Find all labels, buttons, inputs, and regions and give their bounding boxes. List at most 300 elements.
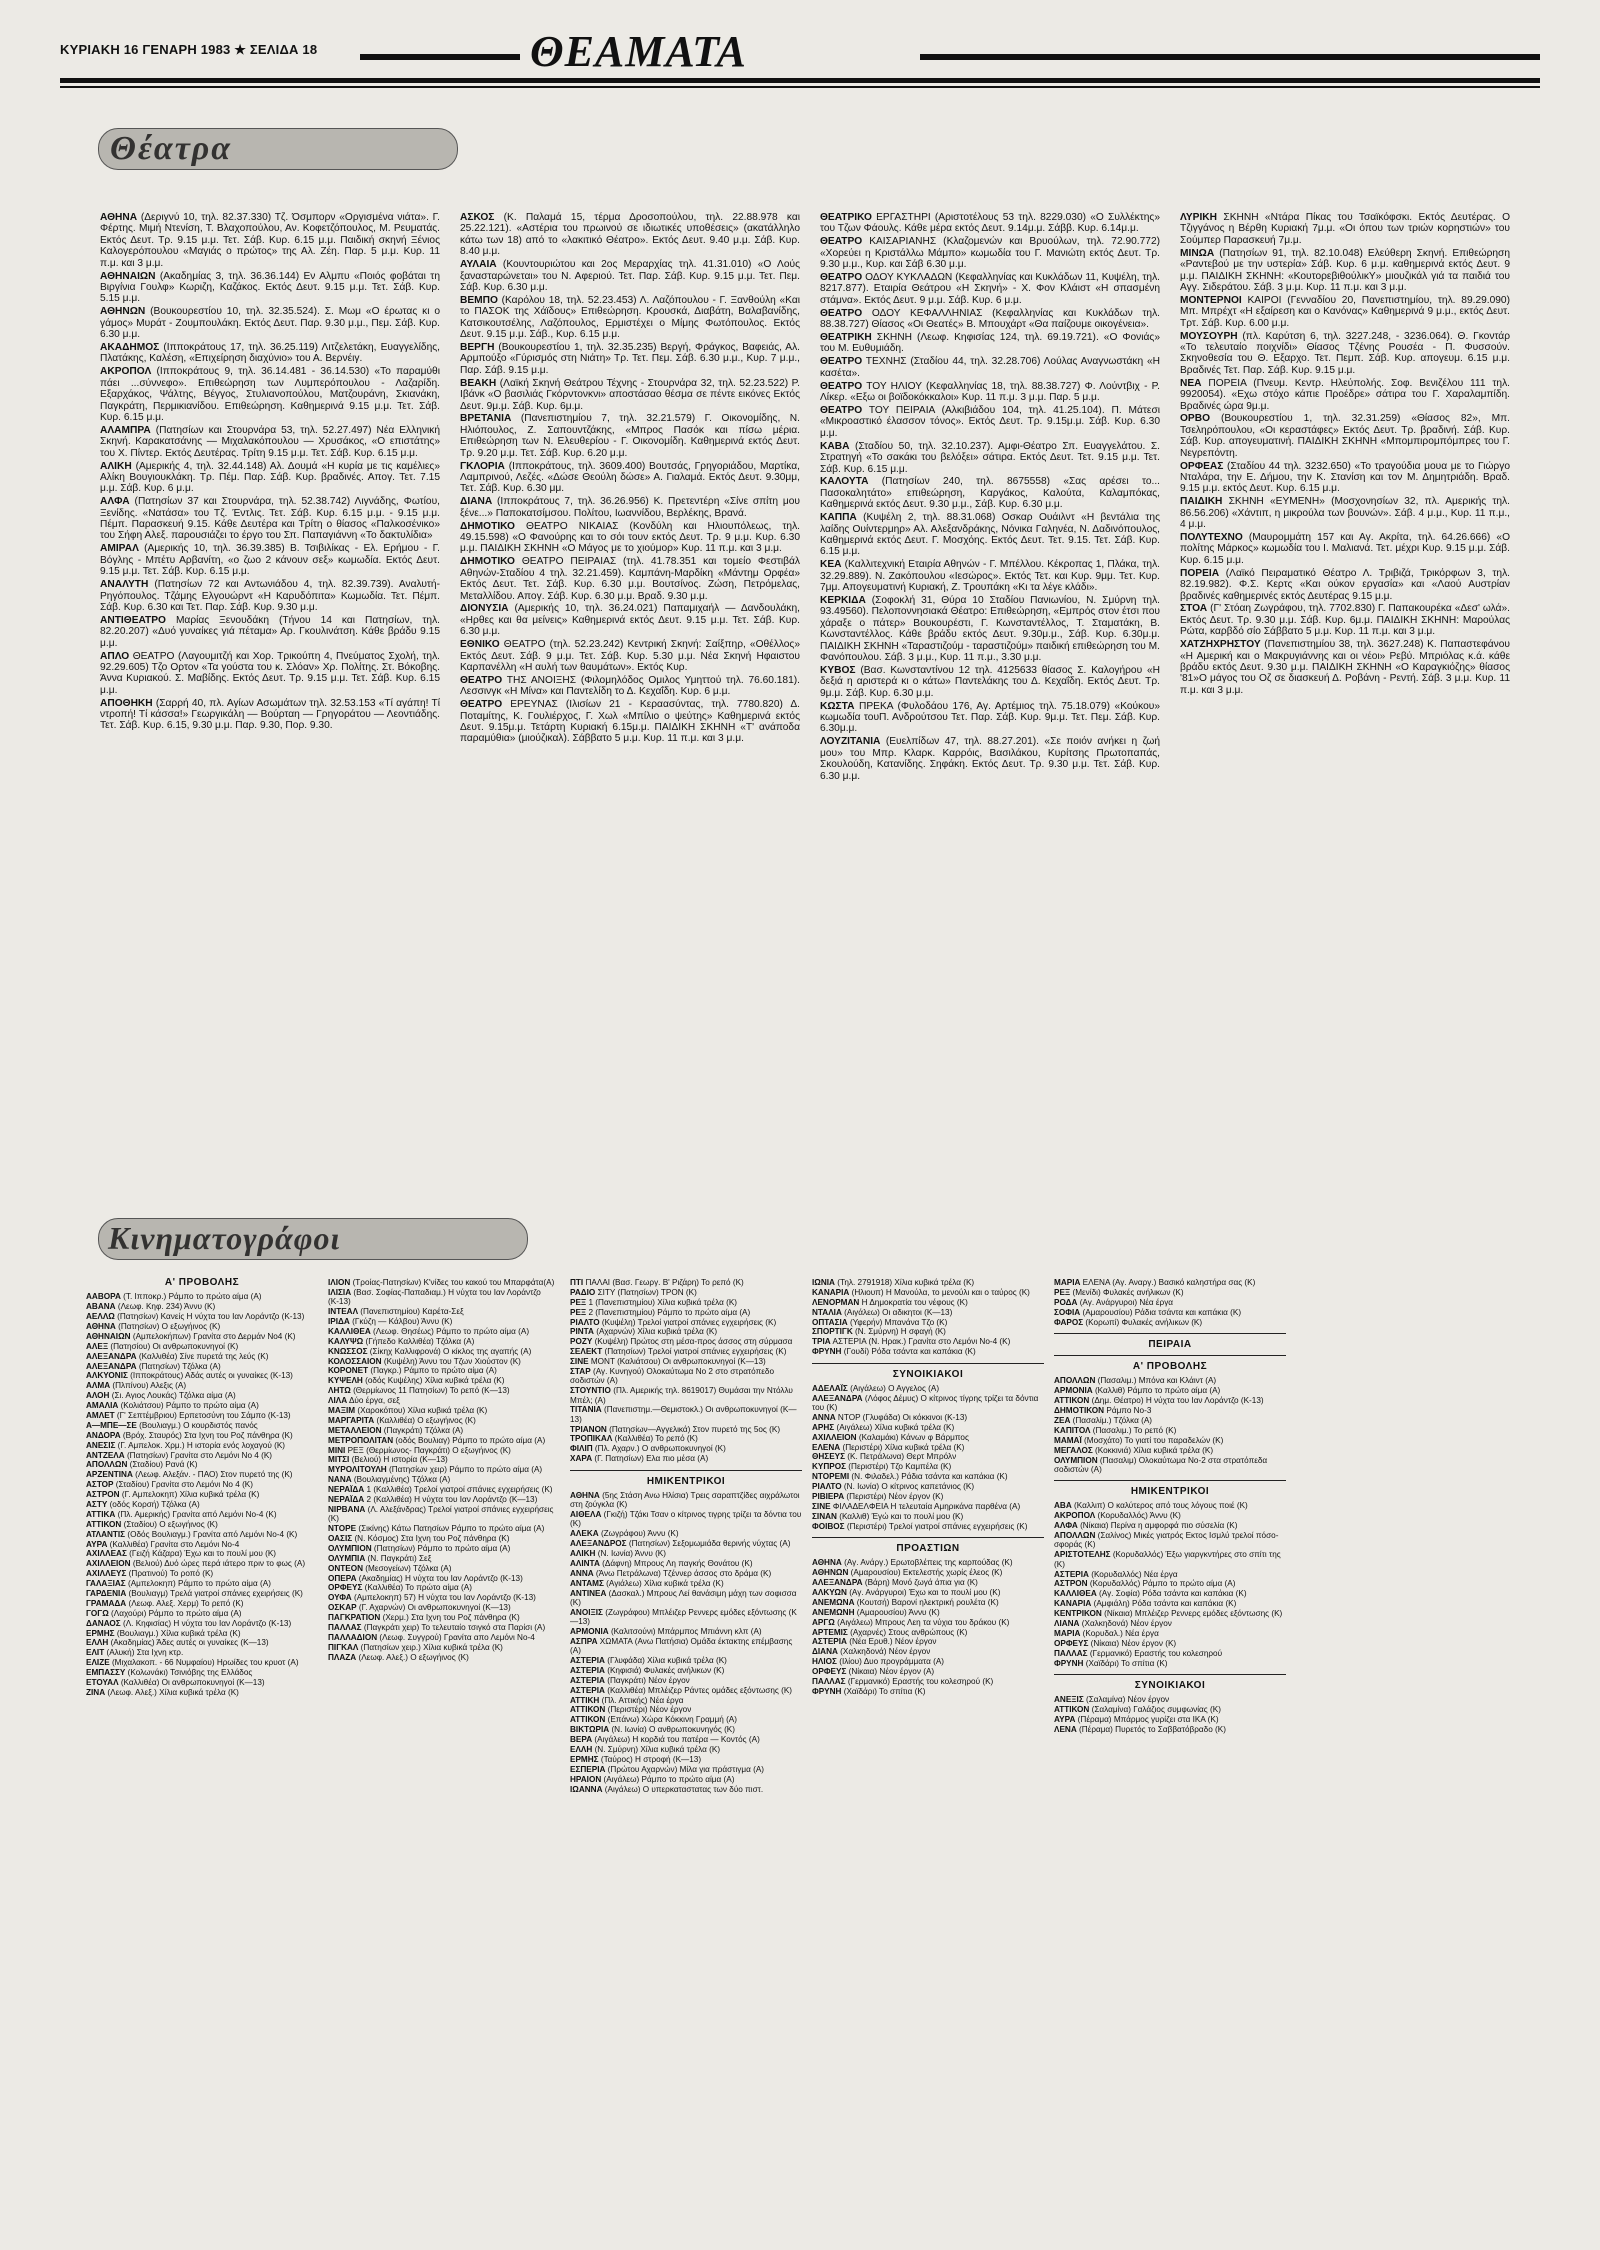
cinema-entry: ΦΡΥΝΗ (Γουδί) Ρόδα τσάντα και καπάκια (Κ) xyxy=(812,1347,976,1357)
cinema-name: ΟΡΦΕΥΣ xyxy=(812,1667,847,1677)
theatre-name: ΑΚΡΟΠΟΛ xyxy=(100,366,152,378)
cinema-entry: ΑΝΕΣΙΣ (Γ. Αμπελοκ. Χρμ.) Η ιστορία ενός λοχαγού (Κ) xyxy=(86,1440,286,1450)
cinema-name: ΑΣΤΕΡΙΑ xyxy=(570,1685,605,1695)
cinema-entry: ΑΝΔΟΡΑ (Βρόχ. Σταυρός) Στα Ιχνη του Ροζ πάνθηρα (Κ) xyxy=(86,1430,293,1440)
cinema-entry: Α—ΜΠΕ—ΣΕ (Βουλιαγμ.) Ο κουρδιστός πανός xyxy=(86,1420,258,1430)
cinema-name: ΗΡΑΙΟΝ xyxy=(570,1774,602,1784)
cinema-name: ΑΔΕΛΑΪΣ xyxy=(812,1383,848,1393)
cinema-entry: ΑΝΤΖΕΛΑ (Πατησίων) Γρανίτα στο Λεμόνι Νο 4 (Κ) xyxy=(86,1450,273,1460)
cinema-entry: ΑΠΟΛΛΩΝ (Σταδίου) Ρανά (Κ) xyxy=(86,1460,198,1470)
theatre-entry: ΘΕΑΤΡΙΚΟ ΕΡΓΑΣΤΗΡΙ (Αριστοτέλους 53 τηλ. 8229.030) «Ο Συλλέκτης» του Τζων Φάουλς. Κάθε μέρα εκτός Δευτ. 9.14μ.μ. Σάββ. Κυρ. 6.14μ.μ. xyxy=(820,212,1160,235)
theatre-name: ΔΗΜΟΤΙΚΟ xyxy=(460,556,515,568)
theatre-entry: ΒΕΡΓΗ (Βουκουρεστίου 1, τηλ. 32.35.235) Βεργή, Φράγκος, Βαφειάς, Αλ. Αρμπούξο «Γύρισμός στη Νιάτη» Τρ. Τετ. Πεμ. Σάβ. 6.30 μ.μ., Κυρ. 7 μ.μ., Παρ. Σάβ. 9.15 μ.μ. xyxy=(460,341,800,376)
cinema-entry: ΑΛΙΝΤΑ (Δάφνη) Μπρους Λη παγκής Θονάτου (Κ) xyxy=(570,1558,753,1568)
cinema-name: ΑΝΝΑ xyxy=(570,1568,594,1578)
cinema-name: ΑΘΗΝΑΙΩΝ xyxy=(86,1331,131,1341)
cinema-name: ΑΚΡΟΠΟΛ xyxy=(1054,1511,1096,1521)
theatre-name: ΑΛΙΚΗ xyxy=(100,460,132,472)
theatre-entry: ΑΛΑΜΠΡΑ (Πατησίων και Στουρνάρα 53, τηλ. 52.27.497) Νέα Ελληνική Σκηνή. Καρακατσάνης — Μιχαλακόπουλου — Χρυσάκος, «Ο επιστάτης» του Χ. Πίντερ. Εκτός Δευτέρας. Τρίτη 9.15 μ.μ. Τετ. Σάβ. Κυρ. 6.15 μ.μ. xyxy=(100,424,440,459)
theatre-name: ΘΕΑΤΡΟ xyxy=(460,674,503,686)
cinema-entry: ΦΟΙΒΟΣ (Περιστέρι) Τρελοί γιατροί σπάνιες εγχειρήσεις (Κ) xyxy=(812,1521,1028,1531)
theatre-entry: ΜΟΝΤΕΡΝΟΙ ΚΑΙΡΟΙ (Γενναδίου 20, Πανεπιστημίου, τηλ. 89.29.090) Μπ. Μπρέχτ «Η εξαίρεση και ο Κανόνας» Καθημερινά 9 μ.μ., εκτός Δευτ. Τρτ. Σάβ. Κυρ. 6.00 μ.μ. xyxy=(1180,294,1510,329)
cinema-name: ΟΠΤΑΣΙΑ xyxy=(812,1317,848,1327)
cinema-name: ΑΠΟΛΛΩΝ xyxy=(1054,1531,1096,1541)
cinema-entry: ΑΥΡΑ (Πέραμα) Μπάρμος γυρίζει στα ΙΚΑ (Κ) xyxy=(1054,1714,1219,1724)
cinema-name: ΑΤΤΙΚΟΝ xyxy=(86,1519,122,1529)
cinema-entry: ΑΥΡΑ (Καλλιθέα) Γρανίτα στο Λεμόνι Νο-4 xyxy=(86,1539,240,1549)
cinema-name: ΙΝΤΕΑΛ xyxy=(328,1307,359,1317)
cinema-entry: ΔΗΜΟΤΙΚΟΝ Ράμπο Νο-3 xyxy=(1054,1406,1152,1416)
theatre-entry: ΘΕΑΤΡΟ ΤΟΥ ΠΕΙΡΑΙΑ (Αλκιβιάδου 104, τηλ. 41.25.104). Π. Μάτεσι «Μικροαστικό έλασσον τόνος». Εκτός Δευτ. Τρ. 9.15μ.μ. Σάβ. Κυρ. 6.30 μ.μ. xyxy=(820,405,1160,439)
cinema-entry: ΚΟΡΟΝΕΤ (Παγκρ.) Ράμπο το πρώτο αίμα (Α) xyxy=(328,1366,497,1376)
cinema-name: ΓΡΑΜΑΔΑ xyxy=(86,1598,127,1608)
theatre-name: ΚΥΒΟΣ xyxy=(820,664,856,676)
cinema-entry: ΟΡΦΕΥΣ (Νίκαια) Νέον έργον (Α) xyxy=(812,1667,935,1677)
theatre-name: ΣΤΟΑ xyxy=(1180,603,1208,615)
theatre-entry: ΘΕΑΤΡΟ ΟΔΟΥ ΚΥΚΛΑΔΩΝ (Κεφαλληνίας και Κυκλάδων 11, Κυψέλη, τηλ. 8217.877). Εταιρία Θεάτρου «Η Σκηνή» - Χ. Φον Κλάιστ «Η σπασμένη στάμνα». Εκτός Δευτ. 9 μ.μ. Σάβ. Κυρ. 6 μ.μ. xyxy=(820,272,1160,306)
theatre-entry: ΛΥΡΙΚΗ ΣΚΗΝΗ «Ντάρα Πίκας του Τσαϊκόφσκι. Εκτός Δευτέρας. Ο Τζιγγάνος η Βέρθη Κυριακή 7μ.μ. «Οι όπου των τριών κορηστιών» του Σούμπερ Παρασκευή 7μ.μ. xyxy=(1180,212,1510,246)
cinema-entry: ΚΝΩΣΣΟΣ (Σίκηχ Καλλιφρονά) Ο κίκλος της αγαπής (Α) xyxy=(328,1346,532,1356)
theatre-entry: ΑΝΤΙΘΕΑΤΡΟ Μαρίας Ξενουδάκη (Τήνου 14 και Πατησίων, τηλ. 82.20.207) «Δυό γυναίκες γιά πέταμα» Αρ. Γκουλινάτση. Κάθε βράδυ 9.15 μ.μ. xyxy=(100,614,440,649)
cinema-entry: ΑΝΕΜΩΝΗ (Αμαρουσίου) Άννυ (Κ) xyxy=(812,1607,940,1617)
masthead-rule-right xyxy=(920,54,1540,60)
cinema-entry: ΣΤΑΡ (Αγ. Κυνηγού) Ολοκαύτωμα Νο 2 στο στρατόπεδο σοδιστών (Α) xyxy=(570,1367,775,1386)
cinema-entry: ΑΡΜΟΝΙΑ (Καλιτσούνι) Μπάρμπος Μπιάννη κλπ (Α) xyxy=(570,1626,762,1636)
theatre-entry: ΚΑΛΟΥΤΑ (Πατησίων 240, τηλ. 8675558) «Σας αρέσει το... Πασοκαλητάτο» επιθεώρηση, Καργάκος, Καλούτα, Καλαμπόκας, Καθημερινά εκτός Δευτ. 9.30 μ.μ., Σάβ. Κυρ. 6.30 μ.μ. xyxy=(820,476,1160,511)
theatre-entry: ΣΤΟΑ (Γ' Στόαη Ζωγράφου, τηλ. 7702.830) Γ. Παπακουρέκα «Δεσ' ωλά». Εκτός Δευτ. Τρ. 9.30 μ.μ. Σάβ. Κυρ. 6μ.μ. ΠΑΙΔΙΚΗ ΣΚΗΝΗ: Μαρούλας Ρώτα, καρβδό σίο Σάββατο 5 μ.μ. Κυρ. 11 π.μ. και 3 μ.μ. xyxy=(1180,603,1510,638)
cinema-name: ΚΑΠΙΤΟΛ xyxy=(1054,1425,1091,1435)
cinema-name: ΑΤΤΙΚΟΝ xyxy=(1054,1396,1090,1406)
cinema-name: ΑΘΗΝΩΝ xyxy=(812,1568,849,1578)
cinema-entry: ΜΑΡΙΑ (Κορυδαλ.) Νέα έργα xyxy=(1054,1628,1159,1638)
cinema-entry: ΟΛΥΜΠΙΑ (Ν. Παγκράτι) Σεξ xyxy=(328,1553,432,1563)
cinema-entry: ΣΙΝΕ ΜΟΝΤ (Καλιάτσου) Οι ανθρωποκυνηγοί (Κ—13) xyxy=(570,1357,766,1367)
theatre-entry: ΔΙΟΝΥΣΙΑ (Αμερικής 10, τηλ. 36.24.021) Παπαμιχαήλ — Δανδουλάκη, «Ηρθες και θα μείνεις» Καθημερινά εκτός Δευτ. 9.15 μ.μ. Τετ. Σάβ. Κυρ. 6.30 μ.μ. xyxy=(460,603,800,638)
cinema-entry: ΣΤΟΥΝΤΙΟ (Πλ. Αμερικής τηλ. 8619017) Θυμάσαι την Ντόλλυ Μπέλ; (Α) xyxy=(570,1386,793,1405)
cinema-name: ΦΑΡΟΣ xyxy=(1054,1317,1084,1327)
cinema-entry: ΑΡΖΕΝΤΙΝΑ (Λεωφ. Αλεξάν. - ΠΑΟ) Στον πυρετό της (Κ) xyxy=(86,1470,293,1480)
theatre-entry: ΟΡΦΕΑΣ (Σταδίου 44 τηλ. 3232.650) «Το τραγούδια μουα με το Γιώργο Νταλάρα, την Ε. Δήμου, την Κ. Στανίση και τον Μ. Δημητριάδη. Βραδ. 9.15 μ.μ. εκτός Δευτ. Κυρ. 6.15 μ.μ. xyxy=(1180,460,1510,495)
cinema-name: ΡΙΒΙΕΡΑ xyxy=(812,1492,845,1502)
theatre-name: ΠΟΛΥΤΕΧΝΟ xyxy=(1180,531,1243,543)
theatre-name: ΚΑΛΟΥΤΑ xyxy=(820,476,869,488)
cinema-entry: ΑΣΤΟΡ (Σταδίου) Γρανίτα στο Λεμόνι Νο 4 (Κ) xyxy=(86,1480,253,1490)
cinema-name: ΛΙΛΑ xyxy=(328,1396,348,1406)
cinema-name: ΟΑΣΙΣ xyxy=(328,1533,353,1543)
cinema-name: ΦΙΛΙΠ xyxy=(570,1444,593,1454)
cinema-entry: ΡΟΖΥ (Κυψέλη) Πρώτος στη μέσα-προς άσσος στη σύρμασα xyxy=(570,1337,793,1347)
theatre-name: ΜΙΝΩΑ xyxy=(1180,247,1215,259)
section-divider xyxy=(1054,1480,1286,1481)
cinema-entry: ΤΡΙΑ ΑΣΤΕΡΙΑ (Ν. Ηρακ.) Γρανίτα στο Λεμόνι Νο-4 (Κ) xyxy=(812,1337,1011,1347)
cinema-name: ΜΥΡΟΛΙΤΟΥΛΗ xyxy=(328,1465,387,1475)
theatre-entry: ΑΘΗΝΑ (Δεριγνύ 10, τηλ. 82.37.330) Τζ. Όσμπορν «Οργισμένα νιάτα». Γ. Φέρτης. Μιμή Ντενίση, Τ. Βλαχοπούλου, Αν. Κοφετζόπουλος, Μ. Ρευματάς. Εκτός Δευτ. Τρ. 9.15 μ.μ. Τετ. Σάβ. Κυρ. 6.15 μ.μ. Παιδική σκηνή Ξένιος Καλογερόπουλου «Μαγιάς ο πρώτος» της Αλ. Ζέη. Παρ. 5 μ.μ. Κυρ. 11 π.μ. και 3 μ.μ. xyxy=(100,212,440,269)
cinema-entry: ΠΤΙ ΠΑΛΑΙ (Βασ. Γεωργ. Β' Ριζάρη) Το ρεπό (Κ) xyxy=(570,1278,744,1287)
cinema-entry: ΖΕΑ (Πασαλίμ.) Τζόλκα (Α) xyxy=(1054,1416,1153,1426)
cinema-name: ΜΑΡΓΑΡΙΤΑ xyxy=(328,1415,375,1425)
theatre-name: ΧΑΤΖΗΧΡΗΣΤΟΥ xyxy=(1180,639,1261,651)
cinema-name: ΠΑΓΚΡΑΤΙΟΝ xyxy=(328,1613,381,1623)
theatre-name: ΚΕΑ xyxy=(820,559,842,571)
cinema-name: ΓΟΓΩ xyxy=(86,1608,109,1618)
cinema-name: ΑΝΕΞΙΣ xyxy=(1054,1695,1084,1705)
cinema-name: ΑΡΓΩ xyxy=(812,1617,835,1627)
cinema-name: ΑΛΕΞΑΝΔΡΟΣ xyxy=(570,1539,627,1549)
cinema-name: ΜΙΤΣΙ xyxy=(328,1455,350,1465)
theatre-name: ΔΙΑΝΑ xyxy=(460,496,493,508)
theatre-section-label: Θέατρα xyxy=(110,130,233,167)
cinema-name: ΛΙΑΝΑ xyxy=(1054,1618,1080,1628)
theatre-name: ΝΕΑ xyxy=(1180,377,1202,389)
theatre-name: ΑΝΑΛΥΤΗ xyxy=(100,579,149,591)
cinema-name: ΣΕΛΕΚΤ xyxy=(570,1347,603,1357)
cinema-entry: ΠΙΓΚΑΛ (Πατησίων χειρ.) Χίλια κυβικά τρέλα (Κ) xyxy=(328,1642,503,1652)
cinema-name: ΚΕΝΤΡΙΚΟΝ xyxy=(1054,1609,1102,1619)
cinema-name: ΑΛΕΚΑ xyxy=(570,1529,599,1539)
cinema-name: ΑΧΙΛΛΕΥΣ xyxy=(86,1569,127,1579)
theatre-entry: ΘΕΑΤΡΙΚΗ ΣΚΗΝΗ (Λεωφ. Κηφισίας 124, τηλ. 69.19.721). «Ο Φονιάς» του Μ. Ευθυμιάδη. xyxy=(820,332,1160,355)
cinema-entry: ΚΥΠΡΟΣ (Περιστέρι) Τζο Καμπέλα (Κ) xyxy=(812,1462,952,1472)
cinema-entry: ΟΠΤΑΣΙΑ (Υφερήν) Μπανάνα Τζο (Κ) xyxy=(812,1317,948,1327)
cinema-name: ΚΑΝΑΡΙΑ xyxy=(812,1287,850,1297)
cinema-section-heading: Α' ΠΡΟΒΟΛΗΣ xyxy=(164,1277,240,1288)
cinema-entry: ΑΒΑ (Καλλιπ) Ο καλύτερος από τους λόγους ποιέ (Κ) xyxy=(1054,1501,1248,1511)
theatre-entry: ΑΝΑΛΥΤΗ (Πατησίων 72 και Αντωνιάδου 4, τηλ. 82.39.739). Αναλυτή-Ρηγόπουλος. Τζάμης Ελγουώρντ «Η Καρυδόπιτα» Κωμωδία. Τετ. Πέμπ. Σάβ. Κυρ. 6.30 και Τετ. Παρ. Σάβ. Κυρ. 9.30 μ.μ. xyxy=(100,579,440,613)
cinema-entry: ΑΤΤΙΚΟΝ (Περιστέρι) Νέον έργον xyxy=(570,1705,692,1715)
theatre-name: ΘΕΑΤΡΟ xyxy=(820,405,863,416)
cinema-entry: ΒΙΚΤΩΡΙΑ (Ν. Ιωνία) Ο ανθρωποκυνηγός (Κ) xyxy=(570,1725,735,1735)
cinema-entry: ΑΘΗΝΑ (Πατησίων) Ο εξωγήινος (Κ) xyxy=(86,1321,221,1331)
cinema-entry: ΑΧΙΛΛΕΙΟΝ (Καλαμάκι) Κάνων φ Βάρμπος xyxy=(812,1432,969,1442)
cinema-name: ΑΒΑΝΑ xyxy=(86,1302,116,1312)
cinema-listings xyxy=(60,1278,1540,2208)
cinema-name: ΟΛΥΜΠΙΟΝ xyxy=(1054,1455,1098,1465)
cinema-entry: ΑΣΤΕΡΙΑ (Γλυφάδα) Χίλια κυβικά τρέλα (Κ) xyxy=(570,1656,727,1666)
theatre-name: ΚΕΡΚΙΔΑ xyxy=(820,595,866,606)
cinema-entry: ΣΠΟΡΤΙΓΚ (Ν. Σμύρνη) Η σφαγή (Κ) xyxy=(812,1327,946,1337)
theatre-name: ΑΚΑΔΗΜΟΣ xyxy=(100,341,160,353)
cinema-entry: ΟΝΤΕΟΝ (Μεσογείων) Τζόλκα (Α) xyxy=(328,1563,452,1573)
cinema-name: ΑΣΤΕΡΙΑ xyxy=(1054,1569,1089,1579)
cinema-entry: ΖΙΝΑ (Λεωφ. Αλεξ.) Χίλια κυβικά τρέλα (Κ) xyxy=(86,1687,239,1697)
cinema-entry: ΑΣΤΕΡΙΑ (Κορυδαλλός) Νέα έργα xyxy=(1054,1569,1178,1579)
cinema-entry: ΕΡΜΗΣ (Βουλιαγμ.) Χίλια κυβικά τρέλα (Κ) xyxy=(86,1628,241,1638)
cinema-name: ΑΛΙΝΤΑ xyxy=(570,1558,600,1568)
cinema-entry: ΑΜΑΛΙΑ (Κολιάτσου) Ράμπο το πρώτο αίμα (Α) xyxy=(86,1401,259,1411)
cinema-name: ΑΥΡΑ xyxy=(1054,1714,1076,1724)
cinema-entry: ΚΕΝΤΡΙΚΟΝ (Νίκαια) Μπλέιζερ Ρεννερς εμόδες εξόντωσης (Κ) xyxy=(1054,1609,1283,1619)
cinema-entry: ΕΤΟΥΑΛ (Καλλιθέα) Οι ανθρωποκυνηγοί (Κ—13) xyxy=(86,1678,265,1688)
cinema-entry: ΑΤΤΙΚΑ (Πλ. Αμερικής) Γρανίτα από Λεμόνι Νο-4 (Κ) xyxy=(86,1509,277,1519)
cinema-name: ΣΙΝΕ xyxy=(570,1357,589,1367)
cinema-entry: ΡΟΔΑ (Αγ. Ανάργυροι) Νέα έργα xyxy=(1054,1297,1174,1307)
cinema-entry: ΚΑΝΑΡΙΑ (Ηλιουπ) Η Μανούλα, το μενούλι και ο ταύρος (Κ) xyxy=(812,1287,1030,1297)
cinema-name: ΑΤΤΙΚΟΝ xyxy=(570,1715,606,1725)
theatre-column-4 xyxy=(1180,212,1510,1192)
cinema-name: ΜΑΡΙΑ xyxy=(1054,1278,1081,1287)
cinema-entry: ΟΠΕΡΑ (Ακαδημίας) Η νύχτα του Ιαν Λοράντζο (Κ-13) xyxy=(328,1573,523,1583)
cinema-entry: ΣΕΛΕΚΤ (Πατησίων) Τρελοί γιατροί σπάνιες εγχειρήσεις (Κ) xyxy=(570,1347,787,1357)
cinema-name: ΡΕΞ xyxy=(570,1297,587,1307)
theatre-entry: ΑΠΟΘΗΚΗ (Σαρρή 40, πλ. Αγίων Ασωμάτων τηλ. 32.53.153 «Τί αγάπη! Τί ντροπή! Τί κάσσα!» Γεωργικάλη — Βούρταη — Γρηγοράτου — Λεοντιάδης. Τετ. Σάβ. Κυρ. 6.15, 9.30 μ.μ. Παρ. 9.30, Πορ. 9.30. xyxy=(100,697,440,732)
cinema-section-heading: ΗΜΙΚΕΝΤΡΙΚΟΙ xyxy=(646,1475,726,1487)
cinema-entry: ΑΑΒΟΡΑ (Τ. Ιπποκρ.) Ράμπο το πρώτο αίμα (Α) xyxy=(86,1292,262,1302)
cinema-column-5 xyxy=(1054,1278,1286,1735)
theatre-entry: ΒΡΕΤΑΝΙΑ (Πανεπιστημίου 7, τηλ. 32.21.579) Γ. Οικονομίδης, Ν. Ηλιόπουλος, Ζ. Σαπουντζάκης, «Μπρος Πασόκ και πίσω μέρια. Επιθεώρηση των Ν. Ελευθερίου - Γ. Οικονομίδη. Καθημερινά εκτός Δευτ. Τρ. 9.20 μ.μ. Τετ. Σάβ. Κυρ. 6.20 μ.μ. xyxy=(460,413,800,459)
theatre-entry: ΑΛΙΚΗ (Αμερικής 4, τηλ. 32.44.148) Αλ. Δουμά «Η κυρία με τις καμέλιες» Αλίκη Βουγιουκλάκη. Τρ. Πέμ. Παρ. Σάβ. Κυρ. βραδινές. Απογ. Τετ. 7.15 μ.μ. Σάβ. Κυρ. 6 μ.μ. xyxy=(100,460,440,495)
cinema-entry: ΦΙΛΙΠ (Πλ. Αχαρν.) Ο ανθρωποκυνηγοί (Κ) xyxy=(570,1444,726,1454)
cinema-name: ΑΣΤΕΡΙΑ xyxy=(570,1675,605,1685)
cinema-entry: ΑΛΦΑ (Νίκαια) Περίνα η αμφορφά πιο σύσελία (Κ) xyxy=(1054,1521,1238,1531)
theatre-entry: ΛΟΥΖΙΤΑΝΙΑ (Ευελπίδων 47, τηλ. 88.27.201). «Σε ποιόν ανήκει η ζωή μου» του Μπρ. Κλαρκ. Καρρόις, Βασιλάκου, Κυρίτσης Πρωτοπαπάς, Σκουλούδη, Κατανίδης. Σηφάκη. Εκτός Δευτ. Τρ. 9.30 μ.μ. Τετ. Σάβ. Κυρ. 6.30 μ.μ. xyxy=(820,736,1160,782)
cinema-entry: ΕΣΠΕΡΙΑ (Πρώτου Αχαρνών) Μίλα για πράστιγμα (Α) xyxy=(570,1764,765,1774)
cinema-entry: ΛΕΝΟΡΜΑΝ Η Δημοκρατία του νέφους (Κ) xyxy=(812,1297,968,1307)
cinema-entry: ΟΥΦΑ (Αμπελοκηπ) 57) Η νύχτα του Ιαν Λοράντζο (Κ-13) xyxy=(328,1593,536,1603)
theatre-name: ΑΘΗΝΑ xyxy=(100,212,138,223)
cinema-name: ΑΝΤΖΕΛΑ xyxy=(86,1450,125,1460)
cinema-entry: ΑΣΤΡΟΝ (Γ. Αμπελοκηπ) Χίλια κυβικά τρέλα (Κ) xyxy=(86,1490,260,1500)
cinema-name: ΡΕΞ xyxy=(1054,1287,1071,1297)
cinema-name: ΑΛΚΥΩΝ xyxy=(812,1587,847,1597)
cinema-entry: ΑΤΤΙΚΟΝ (Σταδίου) Ο εξωγήινος (Κ) xyxy=(86,1519,218,1529)
cinema-name: ΟΥΦΑ xyxy=(328,1593,352,1603)
cinema-name: ΑΠΟΛΛΩΝ xyxy=(1054,1376,1096,1386)
theatre-entry: ΜΙΝΩΑ (Πατησίων 91, τηλ. 82.10.048) Ελεύθερη Σκηνή. Επιθεώρηση «Ραντεβού με την υστερία» Σάβ. Κυρ. 6 μ.μ. καθημερινά εκτός Δευτ. 9 μ.μ. ΠΑΙΔΙΚΗ ΣΚΗΝΗ: «ΚουτορεβιθούλικΥ» μιουζικάλ γιά τα παιδιά του Αγγ. Σιδεράτου. Σάβ. 3 μ.μ. Κυρ. 11 π.μ. και 3 μ.μ. xyxy=(1180,247,1510,293)
cinema-name: ΙΛΙΟΝ xyxy=(328,1278,351,1287)
cinema-entry: ΧΑΡΑ (Γ. Πατησίων) Ελα πιο μέσα (Α) xyxy=(570,1454,709,1464)
theatre-name: ΚΑΒΑ xyxy=(820,440,850,452)
theatre-name: ΘΕΑΤΡΙΚΟ xyxy=(820,212,872,223)
cinema-entry: ΑΛΚΥΩΝ (Αγ. Ανάργυροι) Έχω και το πουλί μου (Κ) xyxy=(812,1587,1001,1597)
cinema-entry: ΣΙΝΑΝ (Καλλιθ) Έγώ και το πουλί μου (Κ) xyxy=(812,1511,964,1521)
cinema-name: ΚΑΛΥΨΩ xyxy=(328,1336,364,1346)
cinema-entry: ΚΑΠΙΤΟΛ (Πασαλιμ.) Το ρεπό (Κ) xyxy=(1054,1425,1177,1435)
cinema-name: ΑΛΜΑ xyxy=(86,1381,111,1391)
theatre-entry: ΚΩΣΤΑ ΠΡΕΚΑ (Φυλοδάου 176, Αγ. Αρτέμιος τηλ. 75.18.079) «Κούκου» κωμωδία τουΠ. Ανδρούτσου Τετ. Παρ. Σάβ. Κυρ. 9μ.μ. Τετ. Πεμ. Σάβ. Κυρ. 6.30μ.μ. xyxy=(820,700,1160,735)
cinema-entry: ΜΕΤΡΟΠΟΛΙΤΑΝ (οδός Βουλιαγ) Ράμπο το πρώτο αίμα (Α) xyxy=(328,1435,546,1445)
cinema-name: ΟΠΕΡΑ xyxy=(328,1573,357,1583)
cinema-name: ΑΥΡΑ xyxy=(86,1539,108,1549)
cinema-name: ΡΟΖΥ xyxy=(570,1337,593,1347)
cinema-name: ΜΕΤΑΛΛΕΙΟΝ xyxy=(328,1425,382,1435)
theatre-name: ΑΘΗΝΩΝ xyxy=(100,306,146,318)
cinema-name: ΑΧΙΛΛΕΑΣ xyxy=(86,1549,127,1559)
cinema-entry: ΜΑΡΙΑ ΕΛΕΝΑ (Αγ. Αναργ.) Βασικό καληστήρα σας (Κ) xyxy=(1054,1278,1256,1287)
section-divider xyxy=(812,1537,1044,1538)
cinema-name: ΜΑΞΙΜ xyxy=(328,1405,356,1415)
cinema-name: ΘΗΣΕΥΣ xyxy=(812,1452,846,1462)
theatre-name: ΒΕΜΠΟ xyxy=(460,294,498,306)
cinema-name: ΑΣΤΡΟΝ xyxy=(1054,1579,1088,1589)
theatre-name: ΒΡΕΤΑΝΙΑ xyxy=(460,413,512,425)
cinema-entry: ΑΣΠΡΑ ΧΩΜΑΤΑ (Ανω Πατήσια) Ομάδα έκτακτης επέμβασης (Α) xyxy=(570,1636,793,1656)
theatre-name: ΜΟΝΤΕΡΝΟΙ xyxy=(1180,294,1242,306)
cinema-entry: ΑΛΕΞΑΝΔΡΑ (Λόφος Δέμυς) Ο κίτρινος τίγρης τρίζει τα δόντια του (Κ) xyxy=(812,1393,1039,1413)
cinema-name: ΑΣΤΡΟΝ xyxy=(86,1490,120,1500)
cinema-entry: ΕΛΛΗ (Ακαδημίας) Άδες αυτές οι γυναίκες (Κ—13) xyxy=(86,1638,269,1648)
cinema-name: ΣΠΟΡΤΙΓΚ xyxy=(812,1327,853,1337)
cinema-name: ΑΡΜΟΝΙΑ xyxy=(570,1626,609,1636)
cinema-name: ΜΑΜΑΪ xyxy=(1054,1435,1082,1445)
cinema-name: ΟΣΚΑΡ xyxy=(328,1603,357,1613)
cinema-name: ΡΙΝΤΑ xyxy=(570,1327,594,1337)
cinema-entry: ΑΣΤΕΡΙΑ (Παγκράτι) Νέον έργον xyxy=(570,1675,690,1685)
cinema-entry: ΜΑΞΙΜ (Χαροκόπου) Χίλια κυβικά τρέλα (Κ) xyxy=(328,1405,488,1415)
cinema-entry: ΑΙΘΕΛΑ (Γκιζή) Τζάκι Τσαν ο κίτρινος τιγρης τρίζει τα δόντια του (Κ) xyxy=(570,1510,802,1529)
theatre-entry: ΚΑΠΠΑ (Κυψέλη 2, τηλ. 88.31.068) Οσκαρ Ουάιλντ «Η βεντάλια της λαίδης Ουίντερμηρ» Αλ. Αλεξανδράκης, Νόνικα Γαληνέα, Ν. Δαδινόπουλος, Καθημερινά εκτός Δευτ. Γ. Μοσχόης. Εκτός Δευτ. Τετ. 9.15. Τετ. Σάβ. Κυρ. 6.15 μ.μ. xyxy=(820,512,1160,558)
cinema-entry: ΝΤΟΡΕΜΙ (Ν. Φιλαδελ.) Ράδια τσάντα και καπάκια (Κ) xyxy=(812,1472,1008,1482)
cinema-name: ΔΗΜΟΤΙΚΟΝ xyxy=(1054,1406,1105,1416)
cinema-name: ΑΣΤΕΡΙΑ xyxy=(570,1656,605,1666)
cinema-section-heading: ΠΡΟΑΣΤΙΩΝ xyxy=(896,1543,960,1554)
cinema-entry: ΑΛΕΚΑ (Ζωγράφου) Άννυ (Κ) xyxy=(570,1529,679,1539)
cinema-name: ΑΣΤΕΡΙΑ xyxy=(570,1665,605,1675)
cinema-name: ΕΛΕΝΑ xyxy=(812,1442,841,1452)
cinema-name: ΝΙΡΒΑΝΑ xyxy=(328,1504,366,1514)
section-divider xyxy=(570,1470,802,1471)
cinema-entry: ΠΑΓΚΡΑΤΙΟΝ (Χερμ.) Στα Ιχνη του Ροζ πάνθηρα (Κ) xyxy=(328,1613,520,1623)
cinema-entry: ΑΛΚΥΟΝΙΣ (Ιπποκράτους) Αδάς αυτές οι γυναίκες (Κ-13) xyxy=(86,1371,293,1381)
theatre-name: ΚΑΠΠΑ xyxy=(820,512,857,524)
cinema-name: ΟΝΤΕΟΝ xyxy=(328,1563,364,1573)
cinema-entry: ΦΑΡΟΣ (Κορωπί) Φυλακές ανήλικων (Κ) xyxy=(1054,1317,1203,1327)
cinema-entry: ΑΣΤΕΡΙΑ (Κηφισιά) Φυλακές ανήλικων (Κ) xyxy=(570,1665,725,1675)
cinema-entry: ΠΑΛΛΑΣ (Γερμανικό) Εραστής του κολεσηρού (Κ) xyxy=(812,1676,994,1686)
cinema-entry: ΦΡΥΝΗ (Χαϊδάρι) Το σπίτια (Κ) xyxy=(812,1686,926,1696)
cinema-entry: ΟΛΥΜΠΙΟΝ (Πατησίων) Ράμπο το πρώτο αίμα (Α) xyxy=(328,1543,511,1553)
cinema-name: ΑΘΗΝΑ xyxy=(86,1321,116,1331)
cinema-entry: ΑΝΝΑ ΝΤΟΡ (Γλυφάδα) Οι κόκκινοι (Κ-13) xyxy=(812,1412,968,1422)
cinema-section-heading: ΠΕΙΡΑΙΑ xyxy=(1148,1338,1192,1350)
cinema-name: ΝΕΡΑΪΔΑ xyxy=(328,1495,365,1504)
cinema-name: ΦΡΥΝΗ xyxy=(812,1347,842,1357)
cinema-name: ΣΟΦΙΑ xyxy=(1054,1307,1081,1317)
cinema-name: ΑΝΕΣΙΣ xyxy=(86,1440,116,1450)
cinema-entry: ΙΩΑΝΝΑ (Αιγάλεω) Ο υπερκαταστατας των δύο πιστ. xyxy=(570,1784,764,1794)
cinema-entry: ΛΙΑΝΑ (Χαλκηδονά) Νέον έργον xyxy=(1054,1618,1172,1628)
cinema-name: ΜΕΤΡΟΠΟΛΙΤΑΝ xyxy=(328,1435,394,1445)
cinema-entry: ΑΣΤΕΡΙΑ (Νέα Ερυθ.) Νέον έργον xyxy=(812,1637,937,1647)
theatre-entry: ΔΗΜΟΤΙΚΟ ΘΕΑΤΡΟ ΝΙΚΑΙΑΣ (Κονδύλη και Ηλιουπόλεως, τηλ. 49.15.598) «Ο Φανούρης και το σόι τουν εκτός Δευτ. Τρ. 9 μ.μ. Κυρ. 6.30 μ.μ. ΠΑΙΔΙΚΗ ΣΚΗΝΗ «Ο Μάγος με το χιούμορ» Κυρ. 11 π.μ. και 3 μ.μ. xyxy=(460,520,800,555)
cinema-entry: ΑΒΑΝΑ (Λεωφ. Κηφ. 234) Άννυ (Κ) xyxy=(86,1302,216,1312)
cinema-entry: ΑΤΤΙΚΟΝ (Σαλαμίνα) Γαλάζιος συμφωνίας (Κ) xyxy=(1054,1705,1221,1715)
theatre-entry: ΜΟΥΣΟΥΡΗ (πλ. Καρύτση 6, τηλ. 3227.248, - 3236.064). Θ. Γκοντάρ «Το τελευταίο ποιχνίδι» Θίασος Τζένης Ρουσέα - Π. Φυσσούν. Σκηνοθεσία του Θ. Εξαρχο. Τετ. Πεμπ. Σάβ. Κυρ. απογευμ. 6.15 μ.μ. Βραδινές Τετ. Παρ. Σάβ. Κυρ. 9.15 μ.μ. xyxy=(1180,330,1510,376)
theatre-name: ΘΕΑΤΡΟ xyxy=(820,236,863,248)
cinema-name: ΚΑΛΛΙΘΕΑ xyxy=(1054,1589,1097,1599)
theatre-name: ΛΥΡΙΚΗ xyxy=(1180,212,1218,223)
cinema-entry: ΑΘΗΝΑ (5ης Στάση Ανω Ηλίσια) Τρεις σαραπτζίδες αιχράλωτοι στη ζούγκλα (Κ) xyxy=(570,1490,800,1510)
cinema-entry: ΡΙΝΤΑ (Αχαρνών) Χίλια κυβικά τρέλα (Κ) xyxy=(570,1327,718,1337)
theatre-name: ΘΕΑΤΡΟ xyxy=(820,380,863,392)
cinema-entry: ΦΡΥΝΗ (Χαϊδάρι) Το σπίτια (Κ) xyxy=(1054,1658,1168,1668)
theatre-entry: ΓΚΛΟΡΙΑ (Ιπποκράτους, τηλ. 3609.400) Βουτσάς, Γρηγοριάδου, Μαρτίκα, Λαμπρινού, Λεζές. «Δώσε Θεούλη δώσε» Α. Γιαλαμά. Εκτός Δευτ. 9.30μμ, Τετ. Σάβ. Κυρ. 6.30 μμ. xyxy=(460,460,800,495)
cinema-name: ΕΡΜΗΣ xyxy=(570,1754,599,1764)
theatre-entry: ΠΑΙΔΙΚΗ ΣΚΗΝΗ «ΕΥΜΕΝΗ» (Μοσχονησίων 32, πλ. Αμερικής τηλ. 86.56.206) «Χάντιπ, η μικρούλα των βουνών». Σάβ. 4 μ.μ., Κυρ. 11 π.μ., 4 μ.μ. xyxy=(1180,496,1510,531)
cinema-name: ΤΙΤΑΝΙΑ xyxy=(570,1405,602,1415)
cinema-name: ΑΜΑΛΙΑ xyxy=(86,1401,119,1411)
cinema-name: ΑΝΟΙΞΙΣ xyxy=(570,1607,603,1617)
cinema-entry: ΚΟΛΟΣΣΑΙΟΝ (Κυψέλη) Άννυ του Τζων Χιούστον (Κ) xyxy=(328,1356,521,1366)
cinema-entry: ΜΕΓΑΛΟΣ (Κοκκινιά) Χίλια κυβικά τρέλα (Κ) xyxy=(1054,1445,1214,1455)
cinema-section-heading: ΣΥΝΟΙΚΙΑΚΟΙ xyxy=(1134,1679,1206,1691)
cinema-name: ΑΝΕΜΩΝΑ xyxy=(812,1597,855,1607)
cinema-name: ΑΘΗΝΑ xyxy=(812,1558,842,1568)
cinema-name: ΑΛΙΚΗ xyxy=(570,1549,596,1558)
cinema-name: ΚΥΨΕΛΗ xyxy=(328,1376,363,1386)
cinema-name: ΜΙΝΙ xyxy=(328,1445,346,1455)
cinema-entry: ΠΑΛΛΑΣ (Γερμανικό) Εραστής του κολεσηρού xyxy=(1054,1648,1223,1658)
cinema-name: ΜΑΡΙΑ xyxy=(1054,1628,1081,1638)
theatre-entry: ΘΕΑΤΡΟ ΤΗΣ ΑΝΟΙΞΗΣ (Φιλομηλόδος Ομιλος Υμηττού τηλ. 76.60.181). Λεσσινγκ «Η Μίνα» και Παντελίδη το Δ. Κεχαΐδη. Κυρ. 6 μ.μ. xyxy=(460,674,800,698)
theatre-entry: ΠΟΛΥΤΕΧΝΟ (Μαυρομμάτη 157 και Αγ. Ακρίτα, τηλ. 64.26.666) «Ο πολίτης Μάρκος» κωμωδία του Ι. Μαλιανά. Τετ. μέχρι Κυρ. 9.15 μ.μ. Σάβ. Κυρ. 6.15 μ.μ. xyxy=(1180,531,1510,566)
cinema-entry: ΗΡΑΙΟΝ (Αιγάλεω) Ράμπο το πρώτο αίμα (Α) xyxy=(570,1774,735,1784)
theatre-name: ΟΡΒΟ xyxy=(1180,413,1211,425)
theatre-entry: ΕΘΝΙΚΟ ΘΕΑΤΡΟ (τηλ. 52.23.242) Κεντρική Σκηνή: Σαίξπηρ, «Οθέλλος» Εκτός Δευτ. Σάβ. 9 μ.μ. Τετ. Σάβ. Κυρ. 5.30 μ.μ. Νέα Σκηνή Ηφαιστου Καρπανέλλη «Η αυλή των θαυμάτων». Εκτός Κυρ. xyxy=(460,639,800,673)
theatre-name: ΔΗΜΟΤΙΚΟ xyxy=(460,520,515,532)
cinema-name: ΔΙΑΝΑ xyxy=(812,1647,838,1657)
cinema-name: ΚΑΝΑΡΙΑ xyxy=(1054,1599,1092,1609)
theatre-name: ΑΘΗΝΑΙΩΝ xyxy=(100,270,156,282)
cinema-entry: ΑΘΗΝΑΙΩΝ (Αμπελοκήπων) Γρανίτα στο Δερμάν Νο4 (Κ) xyxy=(86,1331,296,1341)
cinema-entry: ΚΑΝΑΡΙΑ (Αμφιάλη) Ρόδα τσάντα και καπάκια (Κ) xyxy=(1054,1599,1237,1609)
theatre-entry: ΑΜΙΡΑΛ (Αμερικής 10, τηλ. 36.39.385) Β. Τσιβιλίκας - Ελ. Ερήμου - Γ. Βόγλης - Μπέτυ Αρβανίτη, «ο ζωο 2 κάνουν σεξ» κωμωδία. Εκτός Δευτ. 9.15 μ.μ. Τετ. Σάβ. Κυρ. 6.15 μ.μ. xyxy=(100,543,440,578)
cinema-entry: ΑΛΕΞ (Πατησίου) Οι ανθρωποκυνηγοί (Κ) xyxy=(86,1341,239,1351)
cinema-entry: ΛΕΝΑ (Πέραμα) Πυρετός το Σαββατόβραδο (Κ) xyxy=(1054,1724,1226,1734)
cinema-name: ΑΡΖΕΝΤΙΝΑ xyxy=(86,1470,133,1480)
theatre-entry: ΒΕΑΚΗ (Λαϊκή Σκηνή Θεάτρου Τέχνης - Στουρνάρα 32, τηλ. 52.23.522) Ρ. Ιβάνκ «Ο βασιλιάς Γκόρντονκνι» αποστάσαο θέσμα σε πέντε εικόνες Εκτός Δευτ. 9μ.μ. Σάβ. Κυρ. 6μ.μ. xyxy=(460,377,800,412)
cinema-entry: ΡΕΞ (Μενίδι) Φυλακές ανήλικων (Κ) xyxy=(1054,1287,1184,1297)
theatre-name: ΑΣΚΟΣ xyxy=(460,212,495,223)
cinema-section-label: Κινηματογράφοι xyxy=(108,1220,341,1256)
theatre-column-3 xyxy=(820,212,1160,1192)
theatre-name: ΘΕΑΤΡΟ xyxy=(820,272,863,284)
cinema-entry: ΘΗΣΕΥΣ (Κ. Πετράλωνα) Θερτ Μπρόλν xyxy=(812,1452,957,1462)
cinema-entry: ΠΑΛΛΑΣ (Παγκράτι χειρ) Το τελευταίο τσιγκό στα Παρίσι (Α) xyxy=(328,1622,546,1632)
cinema-name: ΑΕΛΛΩ xyxy=(86,1312,115,1322)
cinema-entry: ΣΙΝΕ ΦΙΛΑΔΕΛΦΕΙΑ Η τελευταία Αμηρικάνα παρθένα (Α) xyxy=(812,1501,1021,1511)
issue-line: ΚΥΡΙΑΚΗ 16 ΓΕΝΑΡΗ 1983 ★ ΣΕΛΙΔΑ 18 xyxy=(60,42,318,57)
cinema-entry: ΑΛΜΑ (Πλπίνου) Αλεξις (Α) xyxy=(86,1381,187,1391)
cinema-name: ΠΛΑΖΑ xyxy=(328,1652,357,1662)
cinema-name: ΙΩΑΝΝΑ xyxy=(570,1784,603,1794)
cinema-entry: ΙΩΝΙΑ (Τηλ. 2791918) Χίλια κυβικά τρέλα (Κ) xyxy=(812,1278,975,1287)
cinema-entry: ΛΗΤΩ (Θερμίωνος 11 Πατησίων) Το ρεπό (Κ—13) xyxy=(328,1386,510,1396)
cinema-name: ΑΛΕΞ xyxy=(86,1341,109,1351)
cinema-entry: ΑΛΕΞΑΝΔΡΟΣ (Πατησίων) Σεξομωμιάδα θερινής νύχτας (Α) xyxy=(570,1539,791,1549)
cinema-name: ΙΛΙΣΙΑ xyxy=(328,1287,352,1297)
cinema-name: ΑΛΦΑ xyxy=(1054,1521,1078,1531)
cinema-name: ΝΑΝΑ xyxy=(328,1475,352,1485)
theatre-entry: ΘΕΑΤΡΟ ΤΟΥ ΗΛΙΟΥ (Κεφαλληνίας 18, τηλ. 88.38.727) Φ. Λούντβιχ - Ρ. Λίκερ. «Εξω οι βοϊδοκόκκαλοι» Κυρ. 11 π.μ. 3 μ.μ. Παρ. 5 μ.μ. xyxy=(820,380,1160,404)
theatre-name: ΓΚΛΟΡΙΑ xyxy=(460,460,505,472)
cinema-name: ΠΑΛΛΑΣ xyxy=(812,1676,846,1686)
cinema-name: ΑΛΕΞΑΝΔΡΑ xyxy=(812,1393,863,1403)
cinema-name: ΚΟΛΟΣΣΑΙΟΝ xyxy=(328,1356,382,1366)
cinema-name: ΟΡΦΕΥΣ xyxy=(328,1583,363,1593)
cinema-name: ΑΛΟΗ xyxy=(86,1391,110,1401)
cinema-name: ΚΑΛΛΙΘΕΑ xyxy=(328,1326,371,1336)
theatre-column-1 xyxy=(100,212,440,1192)
cinema-entry: ΑΡΓΩ (Αιγάλεω) Μπρους Λεη τα νύχια του δράκου (Κ) xyxy=(812,1617,1010,1627)
cinema-name: ΑΑΒΟΡΑ xyxy=(86,1292,121,1302)
cinema-entry: ΝΙΡΒΑΝΑ (Λ. Αλεξάνδρας) Τρελοί γιατροί σπάνιες εγχειρήσεις (Κ) xyxy=(328,1504,554,1524)
theatre-name: ΘΕΑΤΡΟ xyxy=(820,307,863,319)
cinema-name: ΑΤΤΙΚΑ xyxy=(86,1509,116,1519)
cinema-name: ΒΙΚΤΩΡΙΑ xyxy=(570,1725,610,1735)
cinema-name: ΑΝΕΜΩΝΗ xyxy=(812,1607,855,1617)
cinema-entry: ΒΕΡΑ (Αιγάλεω) Η κορδιά του πατέρα — Κοντός (Α) xyxy=(570,1735,760,1745)
cinema-entry: ΓΑΡΔΕΝΙΑ (Βουλιαγμ) Τρελά γιατροί σπάνιες εχειρήσεις (Κ) xyxy=(86,1589,303,1599)
